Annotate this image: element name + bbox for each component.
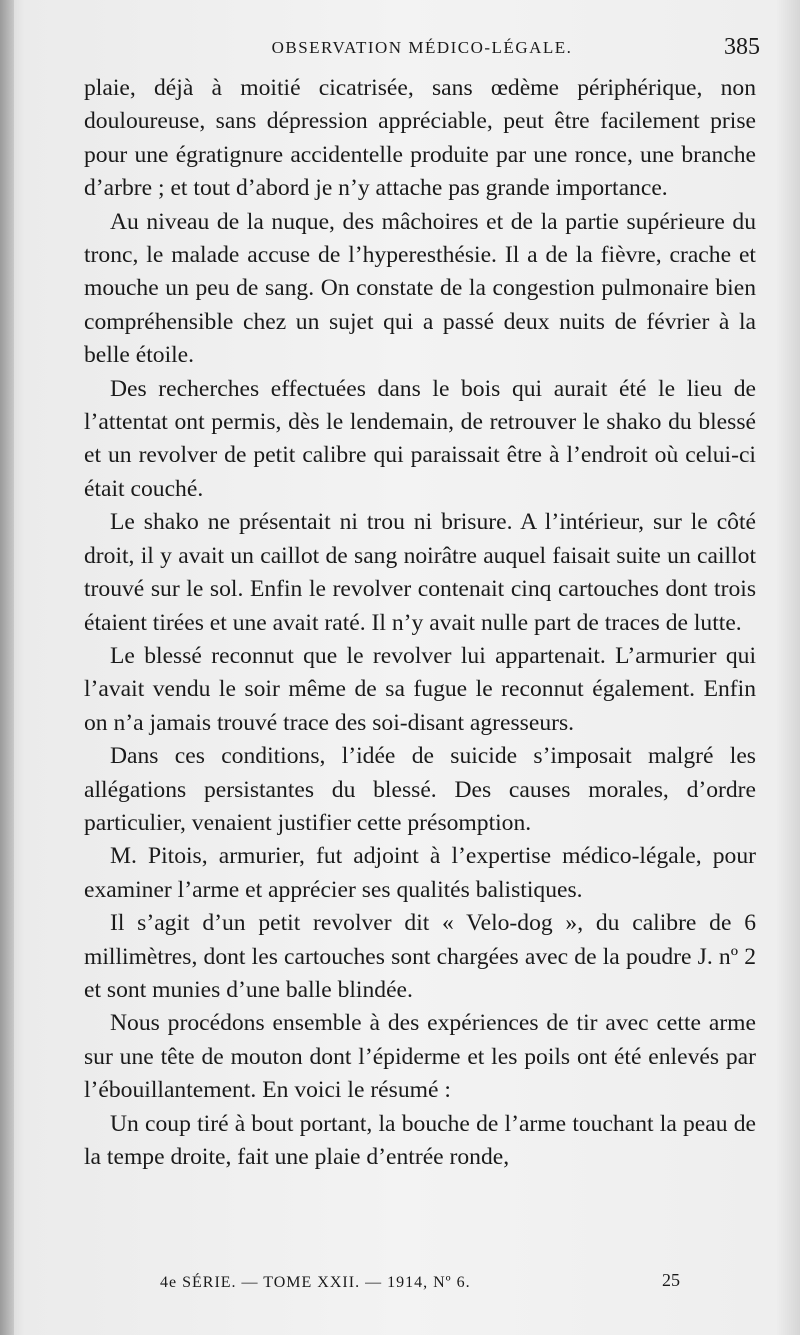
binding-gutter <box>0 0 14 1335</box>
paragraph: Un coup tiré à bout portant, la bouche de l’arme touchant la peau de la tempe droite, fait une plaie d’entrée ronde, <box>84 1110 756 1170</box>
paragraph: Le shako ne présentait ni trou ni brisure. A l’intérieur, sur le côté droit, il y avait un caillot de sang noirâtre auquel faisait suite un caillot trouvé sur le sol. Enfin le revolver contenait cinq cartouches dont trois étaient tirées et une avait raté. Il n’y avait nulle part de traces de lutte. <box>84 509 756 636</box>
paragraph: M. Pitois, armurier, fut adjoint à l’expertise médico-légale, pour examiner l’arme et apprécier ses qualités balistiques. <box>84 843 756 903</box>
paragraph: Le blessé reconnut que le revolver lui appartenait. L’armurier qui l’avait vendu le soir même de sa fugue le reconnut également. Enfin on n’a jamais trouvé trace des soi-disant agresseurs. <box>84 642 756 736</box>
page-number: 385 <box>724 34 760 60</box>
signature-mark: 25 <box>662 1270 680 1290</box>
page-header <box>84 34 760 74</box>
paragraph: Nous procédons ensemble à des expériences de tir avec cette arme sur une tête de mouton dont l’épiderme et les poils ont été enlevés par l’ébouillantement. En voici le résumé : <box>84 1010 756 1104</box>
running-title: OBSERVATION MÉDICO-LÉGALE. <box>271 38 573 57</box>
paragraph: Dans ces conditions, l’idée de suicide s’imposait malgré les allégations persistantes du blessé. Des causes morales, d’ordre particulier, venaient justifier cette présomption. <box>84 743 756 836</box>
series-info: 4e SÉRIE. — TOME XXII. — 1914, Nº 6. <box>160 1274 471 1291</box>
paragraph: Au niveau de la nuque, des mâchoires et de la partie supérieure du tronc, le malade accuse de l’hyperesthésie. Il a de la fièvre, crache et mouche un peu de sang. On constate de la congestion pulmonaire bien compréhensible chez un sujet qui a passé deux nuits de février à la belle étoile. <box>84 208 756 369</box>
paragraph: plaie, déjà à moitié cicatrisée, sans œdème périphérique, non douloureuse, sans dépression appréciable, peut être facilement prise pour une égratignure accidentelle produite par une ronce, une branche d’arbre ; et tout d’abord je n’y attache pas grande importance. <box>84 75 756 202</box>
paragraph: Des recherches effectuées dans le bois qui aurait été le lieu de l’attentat ont permis, dès le lendemain, de retrouver le shako du blessé et un revolver de petit calibre qui paraissait être à l’endroit où celui-ci était couché. <box>84 375 756 502</box>
body-text <box>84 72 756 1174</box>
page-footer <box>160 1270 680 1300</box>
paragraph: Il s’agit d’un petit revolver dit « Velo-dog », du calibre de 6 millimètres, dont les cartouches sont chargées avec de la poudre J. nº 2 et sont munies d’une balle blindée. <box>84 910 756 1003</box>
